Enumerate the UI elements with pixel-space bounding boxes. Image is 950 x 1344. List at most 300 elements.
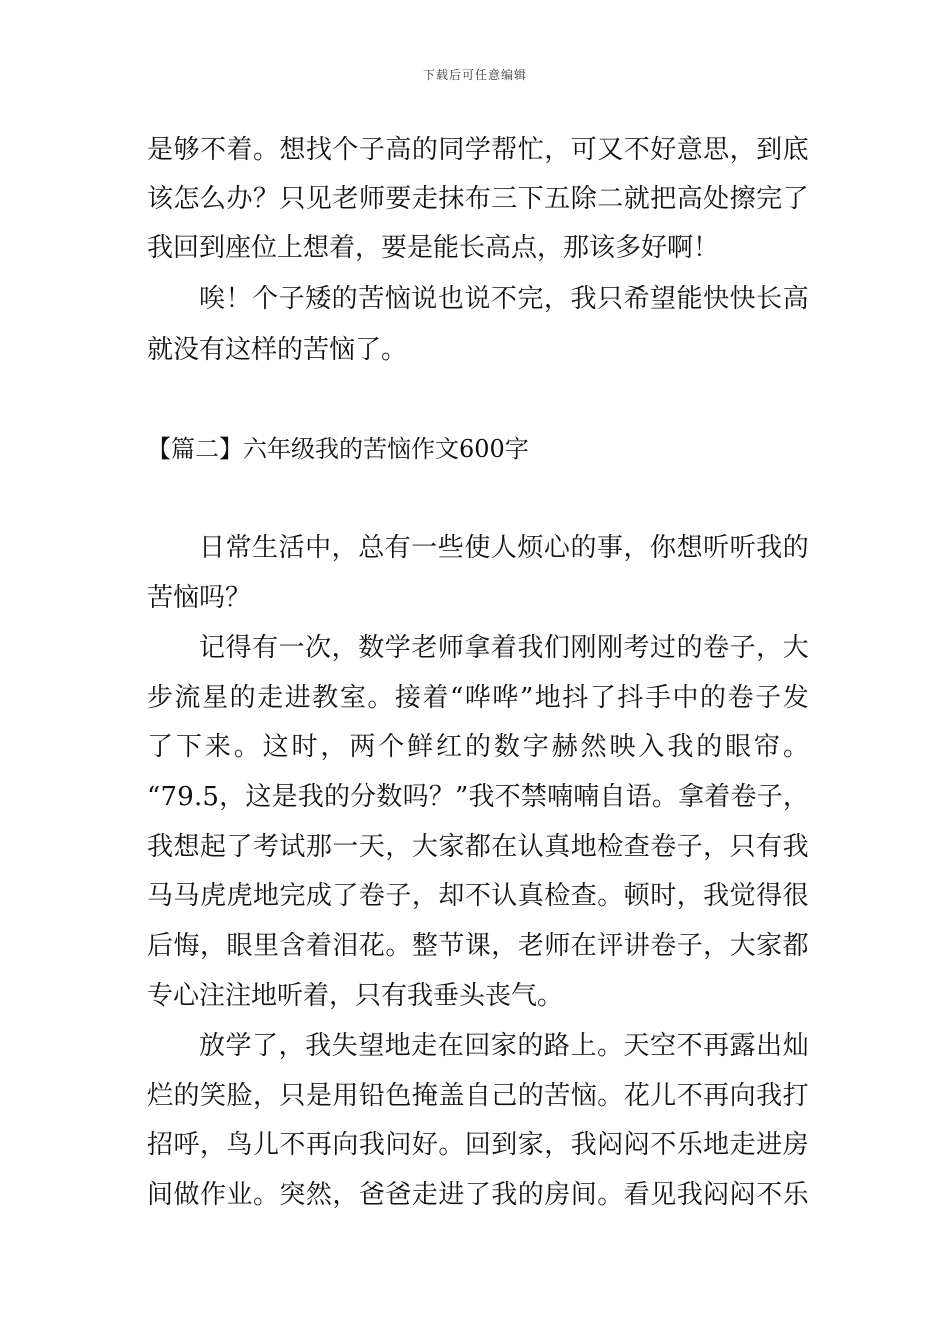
text-char: 抖 <box>617 683 644 713</box>
text-char: ， <box>252 1081 279 1111</box>
text-char: ， <box>782 782 809 812</box>
text-char: 课 <box>464 931 491 961</box>
text-char: 个 <box>378 732 405 762</box>
text-char: 乐 <box>676 1130 703 1160</box>
text-char: 师 <box>437 633 464 663</box>
text-char: 完 <box>279 881 306 911</box>
text-char: 两 <box>349 732 376 762</box>
text-char: 只 <box>596 284 623 314</box>
text-char: 。 <box>597 1081 624 1111</box>
text-char: 喃 <box>547 782 574 812</box>
text-char: 进 <box>756 1130 783 1160</box>
text-char: 查 <box>623 832 650 862</box>
text-char: 认 <box>517 832 544 862</box>
text-char: ” <box>519 683 534 713</box>
text-char: 我 <box>756 1081 783 1111</box>
text-char: 爸 <box>385 1180 412 1210</box>
text-char: 卷 <box>703 633 730 663</box>
text-char: 除 <box>570 184 597 214</box>
text-char: 学 <box>384 633 411 663</box>
text-line <box>147 929 809 963</box>
text-char: ， <box>543 284 570 314</box>
text-char: 大 <box>411 832 438 862</box>
text-char: 只 <box>729 832 756 862</box>
text-char: 我 <box>570 1130 597 1160</box>
text-char: 节 <box>438 931 465 961</box>
text-char: 要 <box>385 184 412 214</box>
text-char: 卷 <box>650 832 677 862</box>
text-char: 盖 <box>438 1081 465 1111</box>
text-char: 出 <box>756 1031 783 1061</box>
text-char: 试 <box>279 832 306 862</box>
text-char: 真 <box>544 832 571 862</box>
text-char: 9 <box>177 782 194 812</box>
text-char: 里 <box>252 931 279 961</box>
text-char: 房 <box>782 1130 809 1160</box>
text-char: 着 <box>422 683 449 713</box>
text-char: “ <box>147 782 161 812</box>
text-char: 些 <box>437 533 464 563</box>
text-char: 高 <box>782 284 809 314</box>
text-char: 着 <box>704 782 731 812</box>
text-char: 评 <box>597 931 624 961</box>
text-char: ？ <box>428 782 455 812</box>
text-char: 数 <box>376 782 403 812</box>
text-char: 禁 <box>520 782 547 812</box>
section-heading: 【篇二】六年级我的苦恼作文600字 <box>147 435 529 463</box>
text-char: 我 <box>703 881 730 911</box>
text-char: 见 <box>650 1180 677 1210</box>
text-char: 悔 <box>173 931 200 961</box>
text-char: 闷 <box>597 1130 624 1160</box>
text-char: 高 <box>385 135 412 165</box>
text-char: 乐 <box>782 1180 809 1210</box>
text-char: 矮 <box>305 284 332 314</box>
text-char: 进 <box>438 1180 465 1210</box>
text-char: 是 <box>147 135 174 165</box>
text-char: 家 <box>756 931 783 961</box>
text-char: 不 <box>494 782 521 812</box>
text-char: ， <box>756 633 783 663</box>
text-char: 我 <box>517 633 544 663</box>
text-char: 时 <box>291 732 318 762</box>
text-char: 的 <box>782 533 809 563</box>
text-char: 三 <box>491 184 518 214</box>
text-char: ！ <box>225 284 252 314</box>
text-char: 唉 <box>199 284 226 314</box>
text-char: ， <box>544 135 571 165</box>
text-char: 查 <box>570 881 597 911</box>
text-char: 个 <box>332 135 359 165</box>
text-char: 放 <box>199 1031 226 1061</box>
text-line <box>147 780 809 814</box>
text-char: 数 <box>358 633 385 663</box>
text-char: 把 <box>650 184 677 214</box>
text-char: 的 <box>464 732 491 762</box>
text-char: ， <box>623 533 650 563</box>
text-char: 不 <box>279 1130 306 1160</box>
text-char: 看 <box>623 1180 650 1210</box>
text-char: 恼 <box>570 1081 597 1111</box>
text-char: 着 <box>305 931 332 961</box>
text-char: 。 <box>651 782 678 812</box>
text-char: 字 <box>522 732 549 762</box>
text-char: ， <box>703 931 730 961</box>
text-char: 不 <box>464 881 491 911</box>
text-char: . <box>193 782 203 812</box>
text-char: 自 <box>464 1081 491 1111</box>
text-char: 分 <box>350 782 377 812</box>
text-char: 个 <box>252 284 279 314</box>
text-char: 大 <box>729 931 756 961</box>
text-char: 了 <box>252 1031 279 1061</box>
text-char: 子 <box>755 683 782 713</box>
text-char: 次 <box>305 633 332 663</box>
text-char: 见 <box>305 184 332 214</box>
text-char: 检 <box>544 881 571 911</box>
text-char: 考 <box>252 832 279 862</box>
text-char: 花 <box>623 1081 650 1111</box>
text-char: 地 <box>703 1130 730 1160</box>
text-char: 该 <box>147 184 174 214</box>
text-line <box>147 830 809 864</box>
text-char: 着 <box>490 633 517 663</box>
text-char: 一 <box>332 832 359 862</box>
text-char: 抖 <box>562 683 589 713</box>
text-char: 望 <box>358 1031 385 1061</box>
text-char: 觉 <box>729 881 756 911</box>
text-char: 含 <box>279 931 306 961</box>
text-char: 高 <box>676 184 703 214</box>
text-char: 有 <box>252 633 279 663</box>
text-char: 花 <box>358 931 385 961</box>
text-char: 帮 <box>491 135 518 165</box>
text-char: 是 <box>305 1081 332 1111</box>
text-char: ， <box>320 732 347 762</box>
text-char: 路 <box>543 1031 570 1061</box>
text-char: 了 <box>226 832 253 862</box>
text-char: 时 <box>650 881 677 911</box>
text-char: 问 <box>385 1130 412 1160</box>
text-char: 我 <box>297 782 324 812</box>
text-char: 的 <box>517 1031 544 1061</box>
text-char: 擦 <box>729 184 756 214</box>
text-char: 了 <box>589 683 616 713</box>
text-char: 然 <box>580 732 607 762</box>
text-char: 露 <box>729 1031 756 1061</box>
text-char: 哗 <box>492 683 519 713</box>
text-char: 。 <box>233 732 260 762</box>
text-char: 的 <box>700 683 727 713</box>
text-char: 完 <box>517 284 544 314</box>
text-char: 作 <box>199 1180 226 1210</box>
text-char: ， <box>491 931 518 961</box>
text-char: 很 <box>782 881 809 911</box>
text-char: 忙 <box>517 135 544 165</box>
text-line <box>147 681 809 715</box>
text-char: 映 <box>609 732 636 762</box>
text-char: 长 <box>756 284 783 314</box>
text-char: 泪 <box>332 931 359 961</box>
text-char: ， <box>544 1130 571 1160</box>
text-char: 哗 <box>464 683 491 713</box>
text-char: 。 <box>367 683 394 713</box>
text-char: 我 <box>305 1031 332 1061</box>
text-char: 家 <box>490 1031 517 1061</box>
text-char: 。 <box>252 1180 279 1210</box>
text-line <box>147 1079 809 1113</box>
text-char: 老 <box>411 633 438 663</box>
text-line <box>147 1128 809 1162</box>
text-char: 打 <box>782 1081 809 1111</box>
text-char: 不 <box>676 1081 703 1111</box>
text-char: 怎 <box>173 184 200 214</box>
text-char: 事 <box>596 533 623 563</box>
text-char: 不 <box>623 135 650 165</box>
text-line <box>147 1178 809 1212</box>
text-char: 思 <box>703 135 730 165</box>
text-char: 了 <box>147 732 174 762</box>
text-char: 真 <box>517 881 544 911</box>
text-char: 己 <box>491 1081 518 1111</box>
text-char: 我 <box>147 832 174 862</box>
text-char: 向 <box>332 1130 359 1160</box>
text-char: 顿 <box>623 881 650 911</box>
text-char: 红 <box>436 732 463 762</box>
text-char: 手 <box>644 683 671 713</box>
text-char: ， <box>729 135 756 165</box>
text-char: 望 <box>650 284 677 314</box>
text-char: 向 <box>729 1081 756 1111</box>
text-char: 在 <box>570 931 597 961</box>
text-char: 再 <box>305 1130 332 1160</box>
text-char: 地 <box>252 881 279 911</box>
text-char: 虎 <box>226 881 253 911</box>
text-char: 再 <box>703 1081 730 1111</box>
text-char: 走 <box>257 683 284 713</box>
text-char: 回 <box>464 1031 491 1061</box>
text-char: 走 <box>411 184 438 214</box>
text-char: ， <box>199 931 226 961</box>
text-char: 喃 <box>573 782 600 812</box>
text-char: 子 <box>676 931 703 961</box>
text-char: 不 <box>756 1180 783 1210</box>
text-char: 卷 <box>650 931 677 961</box>
text-char: 只 <box>279 184 306 214</box>
text-char: 中 <box>305 533 332 563</box>
text-char: 7 <box>160 782 178 812</box>
text-line <box>147 879 809 913</box>
text-char: 我 <box>491 1180 518 1210</box>
text-char: “ <box>450 683 464 713</box>
text-char: ， <box>331 533 358 563</box>
text-char: ， <box>332 1180 359 1210</box>
text-char: 天 <box>623 1031 650 1061</box>
text-char: 心 <box>543 533 570 563</box>
text-char: 后 <box>147 931 174 961</box>
text-char: ？ <box>252 184 279 214</box>
text-char: 突 <box>279 1180 306 1210</box>
text-char: 的 <box>676 633 703 663</box>
text-char: 苦 <box>358 284 385 314</box>
text-char: ， <box>331 633 358 663</box>
text-char: 就 <box>623 184 650 214</box>
text-char: 爸 <box>358 1180 385 1210</box>
paragraph-first-line <box>147 531 809 565</box>
text-char: 希 <box>623 284 650 314</box>
text-char: 地 <box>570 832 597 862</box>
text-char: 这 <box>262 732 289 762</box>
text-char: 人 <box>490 533 517 563</box>
text-char: 马 <box>147 881 174 911</box>
text-char: 家 <box>438 832 465 862</box>
text-char: 学 <box>464 135 491 165</box>
text-char: 间 <box>570 1180 597 1210</box>
text-char: 的 <box>229 683 256 713</box>
text-char: 是 <box>271 782 298 812</box>
text-char: 听 <box>703 533 730 563</box>
text-line: 专心注注地听着，只有我垂头丧气。 <box>147 981 564 1011</box>
text-char: 讲 <box>623 931 650 961</box>
text-char: 走 <box>411 1031 438 1061</box>
text-char: 眼 <box>226 931 253 961</box>
text-char: 整 <box>411 931 438 961</box>
text-char: 着 <box>226 135 253 165</box>
text-char: 再 <box>703 1031 730 1061</box>
text-char: 中 <box>672 683 699 713</box>
text-char: 日 <box>199 533 226 563</box>
text-char: 数 <box>493 732 520 762</box>
text-char: 也 <box>437 284 464 314</box>
text-char: 地 <box>384 1031 411 1061</box>
text-char: ， <box>676 881 703 911</box>
text-char: 我 <box>358 1130 385 1160</box>
text-char: 老 <box>332 184 359 214</box>
text-char: 眼 <box>725 732 752 762</box>
text-char: 自 <box>599 782 626 812</box>
text-line <box>147 182 809 216</box>
text-line: 我回到座位上想着，要是能长高点，那该多好啊！ <box>147 233 720 263</box>
text-char: 了 <box>332 881 359 911</box>
text-char: 灿 <box>782 1031 809 1061</box>
text-char: 到 <box>756 135 783 165</box>
text-char: 5 <box>202 782 219 812</box>
text-char: 我 <box>468 782 495 812</box>
text-char: 烦 <box>517 533 544 563</box>
text-char: 意 <box>676 135 703 165</box>
text-char: ， <box>703 832 730 862</box>
text-char: 闷 <box>729 1180 756 1210</box>
text-char: 。 <box>252 135 279 165</box>
text-line: 苦恼吗？ <box>147 583 252 613</box>
text-char: 房 <box>544 1180 571 1210</box>
text-char: 闷 <box>623 1130 650 1160</box>
text-char: 完 <box>756 184 783 214</box>
text-char: 的 <box>517 1180 544 1210</box>
text-char: ， <box>411 881 438 911</box>
text-char: 走 <box>411 1180 438 1210</box>
text-char: 我 <box>570 284 597 314</box>
text-char: 那 <box>305 832 332 862</box>
text-char: ， <box>385 832 412 862</box>
text-char: 活 <box>278 533 305 563</box>
text-char: 做 <box>173 1180 200 1210</box>
text-char: 这 <box>245 782 272 812</box>
text-char: 帘 <box>754 732 781 762</box>
text-char: 一 <box>278 633 305 663</box>
text-char: 生 <box>252 533 279 563</box>
text-char: 过 <box>650 633 677 663</box>
text-char: 用 <box>332 1081 359 1111</box>
text-char: 空 <box>650 1031 677 1061</box>
text-char: 星 <box>202 683 229 713</box>
text-char: 闷 <box>703 1180 730 1210</box>
text-char: 认 <box>491 881 518 911</box>
text-char: 大 <box>782 633 809 663</box>
text-char: 快 <box>729 284 756 314</box>
text-char: 走 <box>729 1130 756 1160</box>
text-char: 记 <box>199 633 226 663</box>
text-char: 常 <box>225 533 252 563</box>
text-char: 办 <box>226 184 253 214</box>
text-char: 呼 <box>173 1130 200 1160</box>
text-char: 又 <box>597 135 624 165</box>
paragraph-first-line <box>147 631 809 665</box>
text-char: 一 <box>411 533 438 563</box>
text-char: 说 <box>464 284 491 314</box>
text-char: 有 <box>756 832 783 862</box>
text-char: 进 <box>284 683 311 713</box>
text-char: 室 <box>339 683 366 713</box>
text-char: 子 <box>676 832 703 862</box>
text-char: 么 <box>199 184 226 214</box>
text-char: 虎 <box>199 881 226 911</box>
text-char: 够 <box>173 135 200 165</box>
text-char: 都 <box>464 832 491 862</box>
text-char: 下 <box>175 732 202 762</box>
text-char: 子 <box>729 633 756 663</box>
text-char: 的 <box>411 135 438 165</box>
text-char: 招 <box>147 1130 174 1160</box>
text-char: 好 <box>650 135 677 165</box>
text-char: 马 <box>173 881 200 911</box>
text-char: 却 <box>438 881 465 911</box>
text-char: ， <box>199 1130 226 1160</box>
text-char: 成 <box>305 881 332 911</box>
text-char: 听 <box>729 533 756 563</box>
text-char: 语 <box>625 782 652 812</box>
text-char: 业 <box>226 1180 253 1210</box>
text-char: 笑 <box>199 1081 226 1111</box>
text-char: 回 <box>464 1130 491 1160</box>
text-char: 的 <box>331 284 358 314</box>
text-char: 找 <box>305 135 332 165</box>
text-char: 卷 <box>730 782 757 812</box>
text-char: 师 <box>358 184 385 214</box>
text-char: 地 <box>534 683 561 713</box>
text-char: 间 <box>147 1180 174 1210</box>
text-char: 的 <box>517 1081 544 1111</box>
text-char: 我 <box>676 1180 703 1210</box>
text-char: 下 <box>517 184 544 214</box>
text-char: 只 <box>279 1081 306 1111</box>
text-char: 赫 <box>551 732 578 762</box>
text-char: 卷 <box>358 881 385 911</box>
text-char: 。 <box>597 1180 624 1210</box>
text-char: 老 <box>517 931 544 961</box>
text-char: 步 <box>147 683 174 713</box>
text-char: 。 <box>438 1130 465 1160</box>
